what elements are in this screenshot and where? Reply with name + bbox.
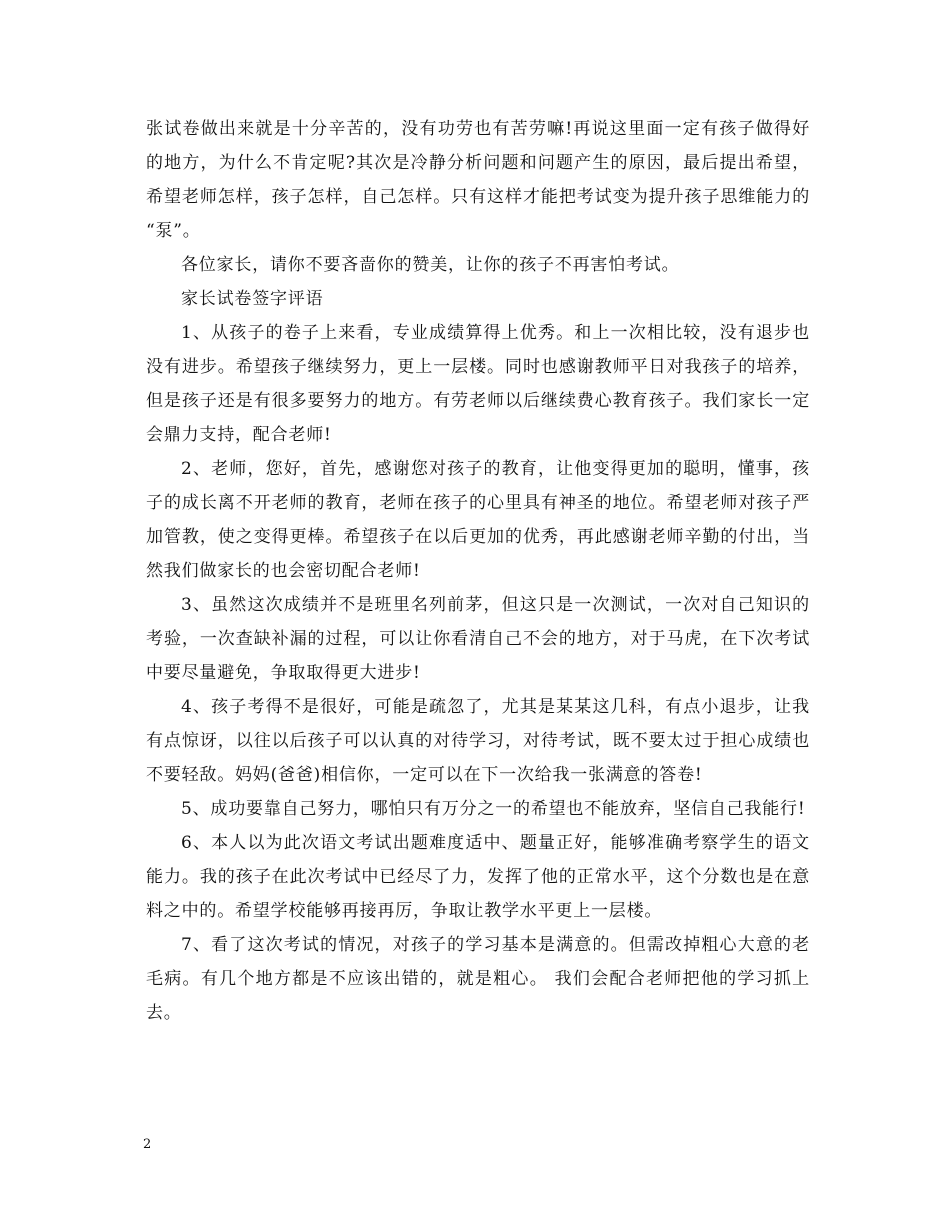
paragraph-appeal: 各位家长，请你不要吝啬你的赞美，让你的孩子不再害怕考试。: [181, 255, 680, 275]
document-body: [146, 112, 810, 1030]
comment-item-7: 7、看了这次考试的情况，对孩子的学习基本是满意的。但需改掉粗心大意的老毛病。有几个地方都是不应该出错的，就是粗心。 我们会配合老师把他的学习抓上去。: [146, 935, 810, 1023]
comment-item-5: 5、成功要靠自己努力，哪怕只有万分之一的希望也不能放弃，坚信自己我能行!: [181, 799, 806, 819]
comment-item-1: 1、从孩子的卷子上来看，专业成绩算得上优秀。和上一次相比较，没有退步也没有进步。希望孩子继续努力，更上一层楼。同时也感谢教师平日对我孩子的培养，但是孩子还是有很多要努力的地方。有劳老师以后继续费心教育孩子。我们家长一定会鼎力支持，配合老师!: [146, 323, 810, 445]
comment-item-6: 6、本人以为此次语文考试出题难度适中、题量正好，能够准确考察学生的语文能力。我的孩子在此次考试中已经尽了力，发挥了他的正常水平，这个分数也是在意料之中的。希望学校能够再接再厉，争取让教学水平更上一层楼。: [146, 833, 810, 921]
comment-item-2: 2、老师，您好，首先，感谢您对孩子的教育，让他变得更加的聪明，懂事，孩子的成长离不开老师的教育，老师在孩子的心里具有神圣的地位。希望老师对孩子严加管教，使之变得更棒。希望孩子在以后更加的优秀，再此感谢老师辛勤的付出，当然我们做家长的也会密切配合老师!: [146, 459, 810, 581]
section-heading: 家长试卷签字评语: [181, 289, 324, 309]
page-number: 2: [143, 1137, 152, 1152]
comment-item-4: 4、孩子考得不是很好，可能是疏忽了，尤其是某某这几科，有点小退步，让我有点惊讶，以往以后孩子可以认真的对待学习，对待考试，既不要太过于担心成绩也不要轻敌。妈妈(爸爸)相信你，一定可以在下一次给我一张满意的答卷!: [146, 697, 810, 785]
paragraph-continuation: 张试卷做出来就是十分辛苦的，没有功劳也有苦劳嘛!再说这里面一定有孩子做得好的地方，为什么不肯定呢?其次是冷静分析问题和问题产生的原因，最后提出希望，希望老师怎样，孩子怎样，自己怎样。只有这样才能把考试变为提升孩子思维能力的 “泵”。: [146, 119, 810, 241]
comment-item-3: 3、虽然这次成绩并不是班里名列前茅，但这只是一次测试，一次对自己知识的考验，一次查缺补漏的过程，可以让你看清自己不会的地方，对于马虎，在下次考试中要尽量避免，争取取得更大进步!: [146, 595, 810, 683]
